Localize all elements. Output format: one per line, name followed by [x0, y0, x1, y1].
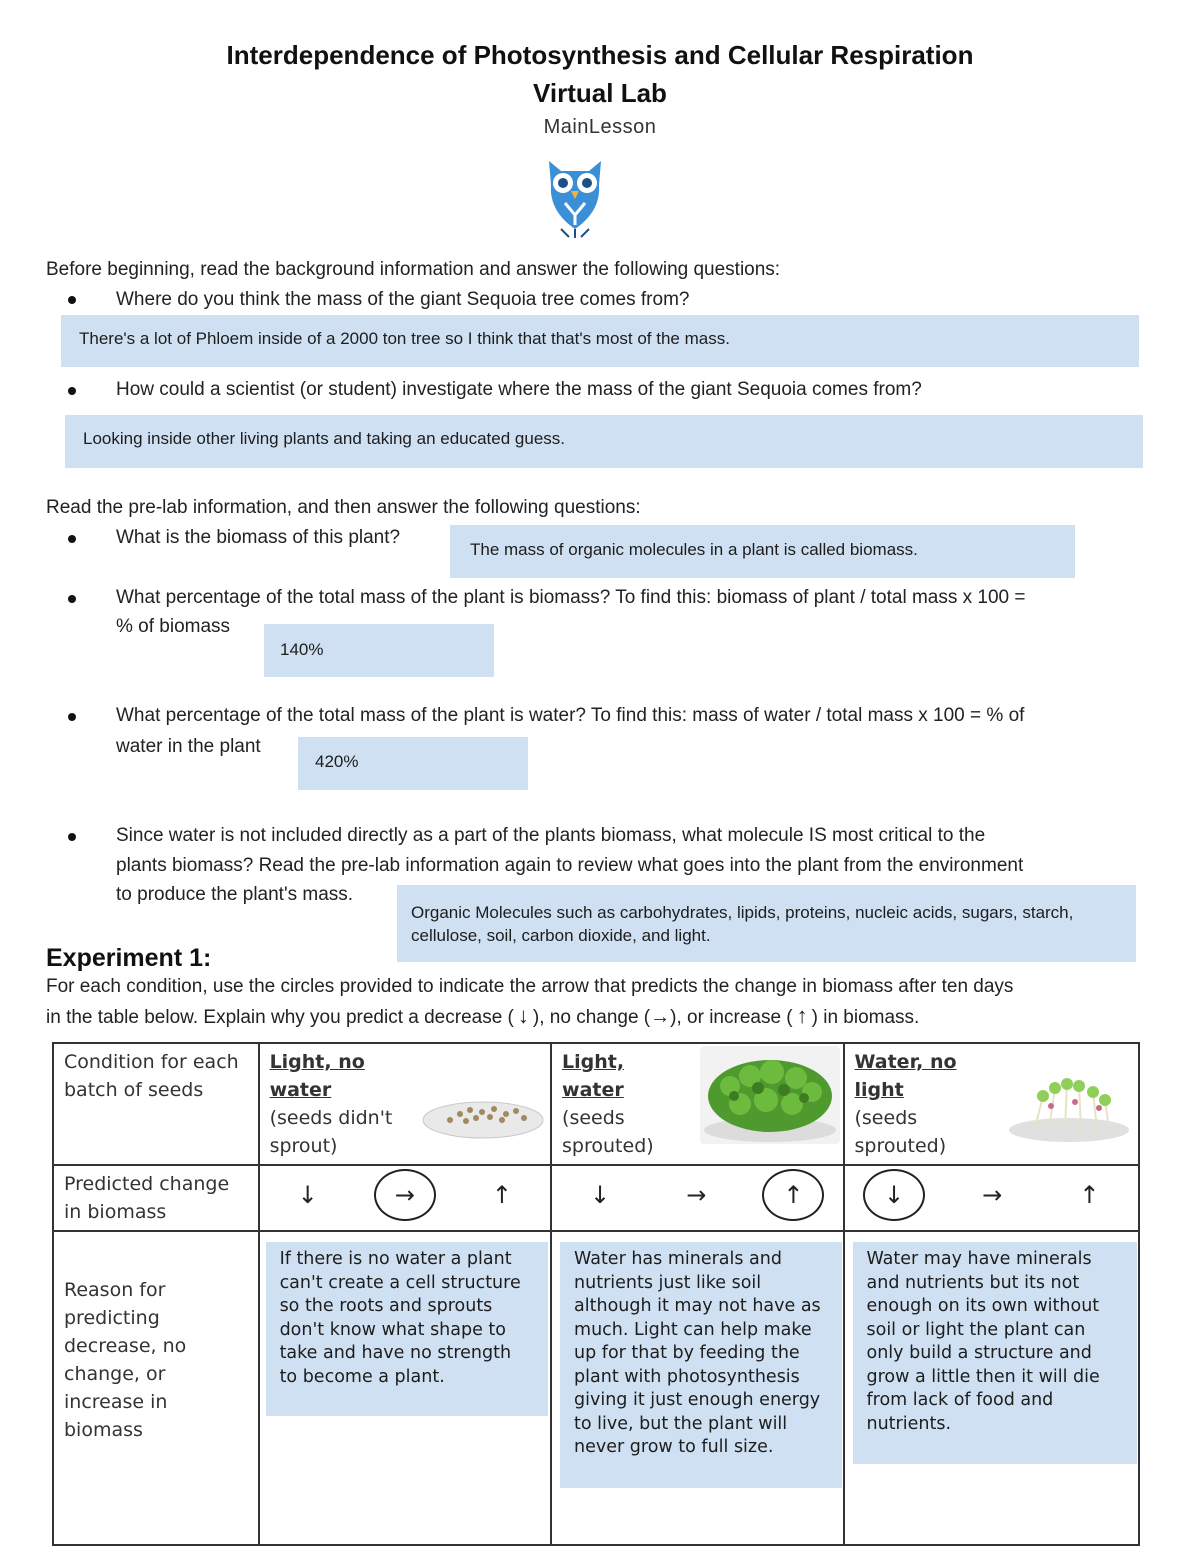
prediction-cell: [259, 1165, 551, 1231]
prediction-cell: [844, 1165, 1140, 1231]
arrow-up-option[interactable]: ↑: [491, 1181, 512, 1209]
arrow-down-icon: ↓: [517, 1003, 529, 1028]
arrow-down-option[interactable]: ↓: [297, 1181, 318, 1209]
arrow-up-icon: ↑: [796, 1003, 808, 1028]
reason-cell: [844, 1231, 1140, 1545]
dry-seeds-photo: [420, 1084, 546, 1144]
question-1: Where do you think the mass of the giant Sequoia tree comes from?: [116, 289, 690, 310]
table-row: [53, 1231, 1139, 1545]
reason-2-field[interactable]: Water has minerals and nutrients just like soil although it may not have as much. Light can help make up for that by feeding the plant with photosynthesis giving it just enough energy to live, but the plant will never grow to full size.: [560, 1242, 842, 1488]
question-4-line2: % of biomass: [116, 616, 231, 637]
question-6-line2: plants biomass? Read the pre-lab information again to review what goes into the plant from the environment: [116, 855, 1024, 876]
arrow-right-icon: →: [650, 1006, 671, 1028]
sprouted-seeds-photo: [700, 1046, 840, 1144]
experiment-heading: Experiment 1:: [46, 944, 212, 972]
answer-2-field[interactable]: Looking inside other living plants and taking an educated guess.: [65, 415, 1143, 468]
experiment-table: [52, 1042, 1140, 1546]
bullet-dot: [68, 833, 76, 841]
arrow-right-option[interactable]: →: [686, 1181, 707, 1209]
answer-1-field[interactable]: There's a lot of Phloem inside of a 2000 ton tree so I think that that's most of the mass.: [61, 315, 1139, 367]
row-label-conditions: Condition for each batch of seeds: [53, 1043, 259, 1165]
bullet-dot: [68, 296, 76, 304]
answer-3-field[interactable]: The mass of organic molecules in a plant is called biomass.: [450, 525, 1075, 578]
row-label-reason: Reason for predicting decrease, no change, or increase in biomass: [53, 1231, 259, 1545]
answer-6-field[interactable]: Organic Molecules such as carbohydrates, lipids, proteins, nucleic acids, sugars, starch, cellulose, soil, carbon dioxide, and light.: [397, 885, 1136, 962]
question-5-line1: What percentage of the total mass of the plant is water? To find this: mass of water / total mass x 100 = % of: [116, 705, 1025, 726]
section2-intro: Read the pre-lab information, and then answer the following questions:: [46, 497, 641, 518]
arrow-down-option-selected[interactable]: ↓: [863, 1169, 925, 1221]
answer-4-field[interactable]: 140%: [264, 624, 494, 677]
table-row: [53, 1043, 1139, 1165]
condition-cell-water-no-light: Water, no light (seeds sprouted): [844, 1043, 1140, 1165]
condition-cell-light-no-water: Light, no water (seeds didn't sprout): [259, 1043, 551, 1165]
table-row: [53, 1165, 1139, 1231]
question-2: How could a scientist (or student) investigate where the mass of the giant Sequoia comes from?: [116, 379, 922, 400]
answer-5-field[interactable]: 420%: [298, 737, 528, 790]
arrow-up-option-selected[interactable]: ↑: [762, 1169, 824, 1221]
arrow-up-option[interactable]: ↑: [1079, 1181, 1100, 1209]
question-6-line3: to produce the plant's mass.: [116, 884, 354, 905]
experiment-instructions-line2: in the table below. Explain why you predict a decrease ( ↓ ), no change (→), or increase ( ↑ ) in biomass.: [46, 1003, 920, 1028]
arrow-down-option[interactable]: ↓: [590, 1181, 611, 1209]
question-5-line2: water in the plant: [116, 736, 261, 757]
arrow-right-option[interactable]: →: [982, 1181, 1003, 1209]
experiment-instructions-line1: For each condition, use the circles provided to indicate the arrow that predicts the change in biomass after ten days: [46, 976, 1014, 997]
reason-3-field[interactable]: Water may have minerals and nutrients but its not enough on its own without soil or light the plant can only build a structure and grow a little then it will die from lack of food and nutrients.: [853, 1242, 1137, 1464]
bullet-dot: [68, 713, 76, 721]
page-title: Interdependence of Photosynthesis and Cellular Respiration: [226, 40, 974, 70]
question-4-line1: What percentage of the total mass of the plant is biomass? To find this: biomass of plant / total mass x 100 =: [116, 587, 1026, 608]
page-title-line2: Virtual Lab: [533, 78, 667, 108]
bullet-dot: [68, 535, 76, 543]
pale-sprouts-photo: [1005, 1072, 1133, 1144]
row-label-prediction: Predicted change in biomass: [53, 1165, 259, 1231]
page-subtitle: MainLesson: [543, 116, 657, 138]
condition-cell-light-water: Light, water (seeds sprouted): [551, 1043, 843, 1165]
question-6-line1: Since water is not included directly as a part of the plants biomass, what molecule IS most critical to the: [116, 825, 986, 846]
owl-logo-icon: [541, 155, 609, 239]
bullet-dot: [68, 595, 76, 603]
reason-cell: [551, 1231, 843, 1545]
reason-cell: [259, 1231, 551, 1545]
bullet-dot: [68, 387, 76, 395]
reason-1-field[interactable]: If there is no water a plant can't create a cell structure so the roots and sprouts don't know what shape to take and have no strength to become a plant.: [266, 1242, 548, 1416]
section1-intro: Before beginning, read the background information and answer the following questions:: [46, 259, 781, 280]
arrow-right-option-selected[interactable]: →: [374, 1169, 436, 1221]
question-3: What is the biomass of this plant?: [116, 527, 401, 548]
prediction-cell: [551, 1165, 843, 1231]
